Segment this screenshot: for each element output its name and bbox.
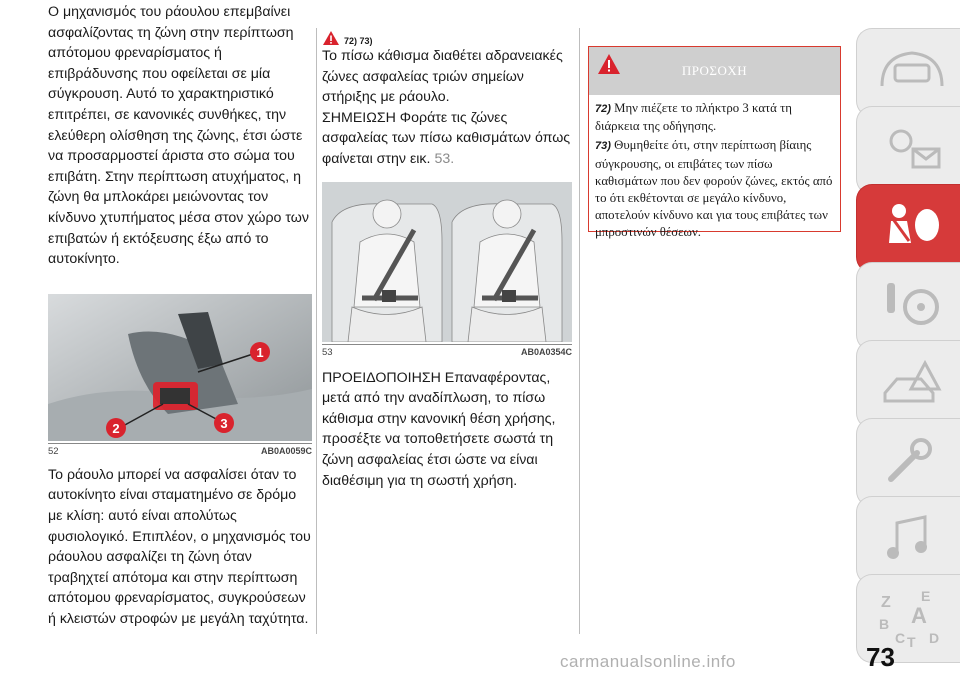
paragraph-rear-seat: Το πίσω κάθισμα διαθέτει αδρανειακές ζώνες ασφαλείας τριών σημείων στήριξης με ράουλο.: [322, 48, 563, 106]
figure-53: [322, 182, 572, 358]
tab-warning-lights[interactable]: [856, 106, 960, 195]
airbag-seatbelt-icon: [877, 197, 947, 257]
svg-text:C: C: [895, 630, 906, 646]
seated-passengers-drawing: [322, 182, 572, 342]
roadside-emergency-icon: [877, 353, 947, 413]
page-number: 73: [866, 642, 895, 672]
figure-number: 52: [48, 445, 59, 457]
caution-header: [589, 47, 840, 95]
caution-item: 73) Θυμηθείτε ότι, στην περίπτωση βίαιης σύγκρουσης, οι επιβάτες των πίσω καθισμάτων που δεν φορούν ζώνες, εκτός από το ότι εκθέτονται σε μεγάλο κίνδυνο, αποτελούν κίνδυνο και για τους επιβάτες των μπροστινών θέσεων.: [595, 138, 833, 240]
figure-code: AB0A0059C: [260, 445, 312, 456]
callout-2: 2: [112, 420, 120, 436]
callout-1: 1: [256, 344, 264, 360]
figure-code: AB0A0354C: [520, 346, 572, 357]
dashboard-icon: [877, 41, 947, 101]
column-divider: [579, 28, 580, 634]
figure-caption: [322, 344, 572, 358]
warning-reference: [322, 24, 572, 46]
note-text: ΣΗΜΕΙΩΣΗ Φοράτε τις ζώνες ασφαλείας των πίσω καθισμάτων όπως φαίνεται στην εικ.: [322, 109, 571, 167]
svg-text:B: B: [879, 616, 890, 632]
column-left: [48, 0, 312, 629]
watermark: carmanualsonline.info: [560, 652, 736, 671]
paragraph-warning: ΠΡΟΕΙΔΟΠΟΙΗΣΗ Επαναφέροντας, μετά από την αναδίπλωση, το πίσω κάθισμα στην κανονική θέση χρήσης, προσέξτε να τοποθετήσετε σωστά τη ζώνη ασφαλείας έτσι ώστε να είναι διαθέσιμη για τη σωστή χρήση.: [322, 369, 556, 489]
tab-dashboard[interactable]: [856, 28, 960, 117]
figure-number: 53: [322, 346, 333, 358]
figure-caption: [48, 443, 312, 457]
svg-text:T: T: [907, 634, 916, 650]
tab-starting-driving[interactable]: [856, 262, 960, 351]
wrench-icon: [877, 431, 947, 491]
multimedia-icon: [877, 509, 947, 569]
callout-3: 3: [220, 415, 228, 431]
paragraph-note: [322, 108, 572, 170]
svg-text:Z: Z: [881, 594, 891, 611]
column-divider: [316, 28, 317, 634]
svg-text:A: A: [911, 603, 927, 628]
paragraph-retractor: Ο μηχανισμός του ράουλου επεμβαίνει ασφαλίζοντας τη ζώνη στην περίπτωση απότομου φρεναρίσματος ή επιβράδυνσης που οφείλεται σε μία σύγκρουση. Αυτό το χαρακτηριστικό επιτρέπει, σε κανονικές συνθήκες, την ελεύθερη ολίσθηση της ζώνης, έτσι ώστε να προσαρμοστεί άριστα στο σώμα του επιβάτη. Στην περίπτωση ατυχήματος, η ζώνη θα μπλοκάρει μειώνοντας τον κίνδυνο χτυπήματος μέσα στον χώρο των επιβατών ή εκτόξευσης έξω από το αυτοκίνητο.: [48, 4, 309, 268]
svg-text:E: E: [921, 588, 931, 604]
caution-item: 72) Μην πιέζετε το πλήκτρο 3 κατά τη διάρκεια της οδήγησης.: [595, 101, 792, 134]
caution-title: ΠΡΟΣΟΧΗ: [681, 63, 748, 78]
buckle-illustration: [48, 294, 312, 441]
tab-safety[interactable]: [856, 184, 960, 273]
warning-ref-numbers: 72) 73): [344, 36, 373, 46]
tab-multimedia[interactable]: [856, 496, 960, 585]
warning-triangle-icon: [322, 30, 340, 46]
column-middle: [322, 0, 572, 491]
figure-52: [48, 294, 312, 457]
paragraph-retractor-lock: Το ράουλο μπορεί να ασφαλίσει όταν το αυτοκίνητο είναι σταματημένο σε δρόμο με κλίση: αυτό είναι απολύτως φυσιολογικό. Επιπλέον, ο μηχανισμός του ράουλου ασφαλίζει τη ζώνη όταν τραβηχτεί απότομα και στην περίπτωση απότομου φρεναρίσματος, συγκρούσεων ή κλειστών στροφών με μεγάλη ταχύτητα.: [48, 466, 311, 627]
caution-box: [588, 46, 841, 240]
rear-seat-illustration: [322, 182, 572, 342]
caution-body: [589, 95, 840, 242]
tab-emergency[interactable]: [856, 340, 960, 429]
buckle-photo: [48, 294, 312, 441]
chapter-sidebar: [848, 0, 960, 678]
steering-wheel-key-icon: [877, 275, 947, 335]
warning-lights-icon: [877, 119, 947, 179]
figure-reference-link[interactable]: 53.: [434, 150, 455, 167]
svg-text:D: D: [929, 630, 940, 646]
tab-maintenance[interactable]: [856, 418, 960, 507]
